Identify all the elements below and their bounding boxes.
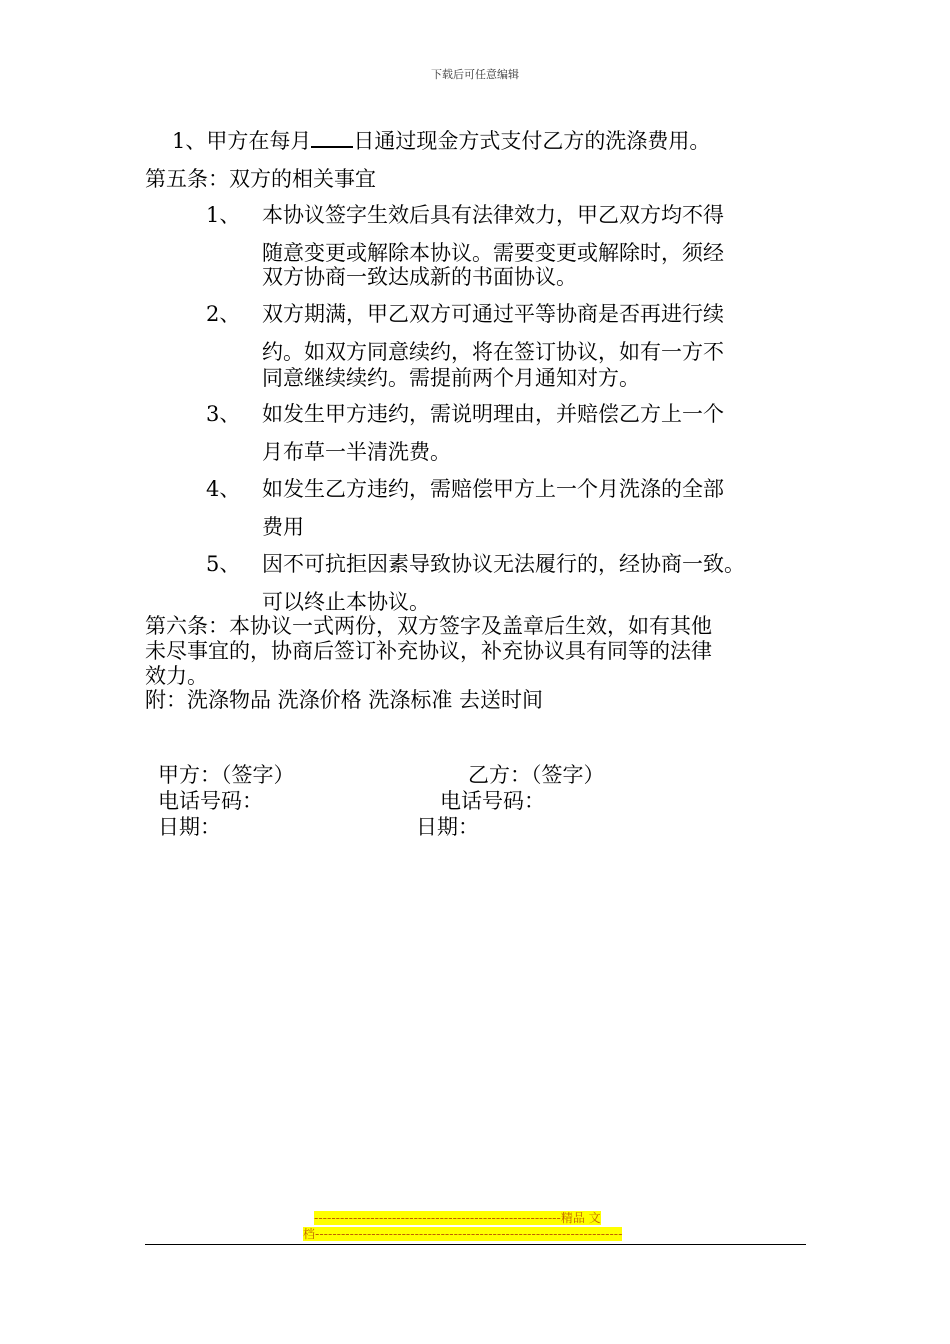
party-a-phone: 电话号码： xyxy=(158,789,263,813)
party-a-date: 日期： xyxy=(158,815,221,839)
item-3-line-2: 月布草一半清洗费。 xyxy=(262,440,451,464)
payment-clause xyxy=(172,128,710,153)
item-1-line-2: 随意变更或解除本协议。需要变更或解除时，须经 xyxy=(262,241,724,265)
item-1-line-3: 双方协商一致达成新的书面协议。 xyxy=(262,265,577,289)
item-2-line-2: 约。如双方同意续约，将在签订协议，如有一方不 xyxy=(262,340,724,364)
page-header: 下载后可任意编辑 xyxy=(431,68,519,81)
item-2-line-3: 同意继续续约。需提前两个月通知对方。 xyxy=(262,366,640,390)
article5-title: 第五条：双方的相关事宜 xyxy=(145,167,376,191)
item-1-number: 1、 xyxy=(206,203,241,227)
item-5-line-1: 因不可抗拒因素导致协议无法履行的，经协商一致。 xyxy=(262,552,745,576)
item-1-line-1: 本协议签字生效后具有法律效力，甲乙双方均不得 xyxy=(262,203,724,227)
payment-clause-prefix: 1、甲方在每月 xyxy=(172,129,312,153)
article6-line-1: 第六条：本协议一式两份，双方签字及盖章后生效，如有其他 xyxy=(145,614,712,638)
footer-note-line-1: ---------------------------------------------------------精品 文 xyxy=(314,1211,601,1225)
item-2-number: 2、 xyxy=(206,302,241,326)
payment-clause-suffix: 日通过现金方式支付乙方的洗涤费用。 xyxy=(353,129,711,153)
item-3-line-1: 如发生甲方违约，需说明理由，并赔偿乙方上一个 xyxy=(262,402,724,426)
item-4-number: 4、 xyxy=(206,477,241,501)
party-a-signature: 甲方：（签字） xyxy=(158,763,295,787)
footer-rule xyxy=(145,1244,806,1245)
party-b-signature: 乙方：（签字） xyxy=(468,763,605,787)
article6-line-2: 未尽事宜的，协商后签订补充协议，补充协议具有同等的法律 xyxy=(145,639,712,663)
day-blank xyxy=(311,128,353,148)
item-3-number: 3、 xyxy=(206,402,241,426)
item-5-number: 5、 xyxy=(206,552,241,576)
item-5-line-2: 可以终止本协议。 xyxy=(262,590,430,614)
item-2-line-1: 双方期满，甲乙双方可通过平等协商是否再进行续 xyxy=(262,302,724,326)
footer-note-line-2: 档----------------------------------------------------------------------- xyxy=(303,1227,623,1241)
party-b-phone: 电话号码： xyxy=(440,789,545,813)
party-b-date: 日期： xyxy=(416,815,479,839)
attachment-line: 附：洗涤物品 洗涤价格 洗涤标准 去送时间 xyxy=(145,688,544,712)
article6-line-3: 效力。 xyxy=(145,664,208,688)
item-4-line-2: 费用 xyxy=(262,515,304,539)
item-4-line-1: 如发生乙方违约，需赔偿甲方上一个月洗涤的全部 xyxy=(262,477,724,501)
